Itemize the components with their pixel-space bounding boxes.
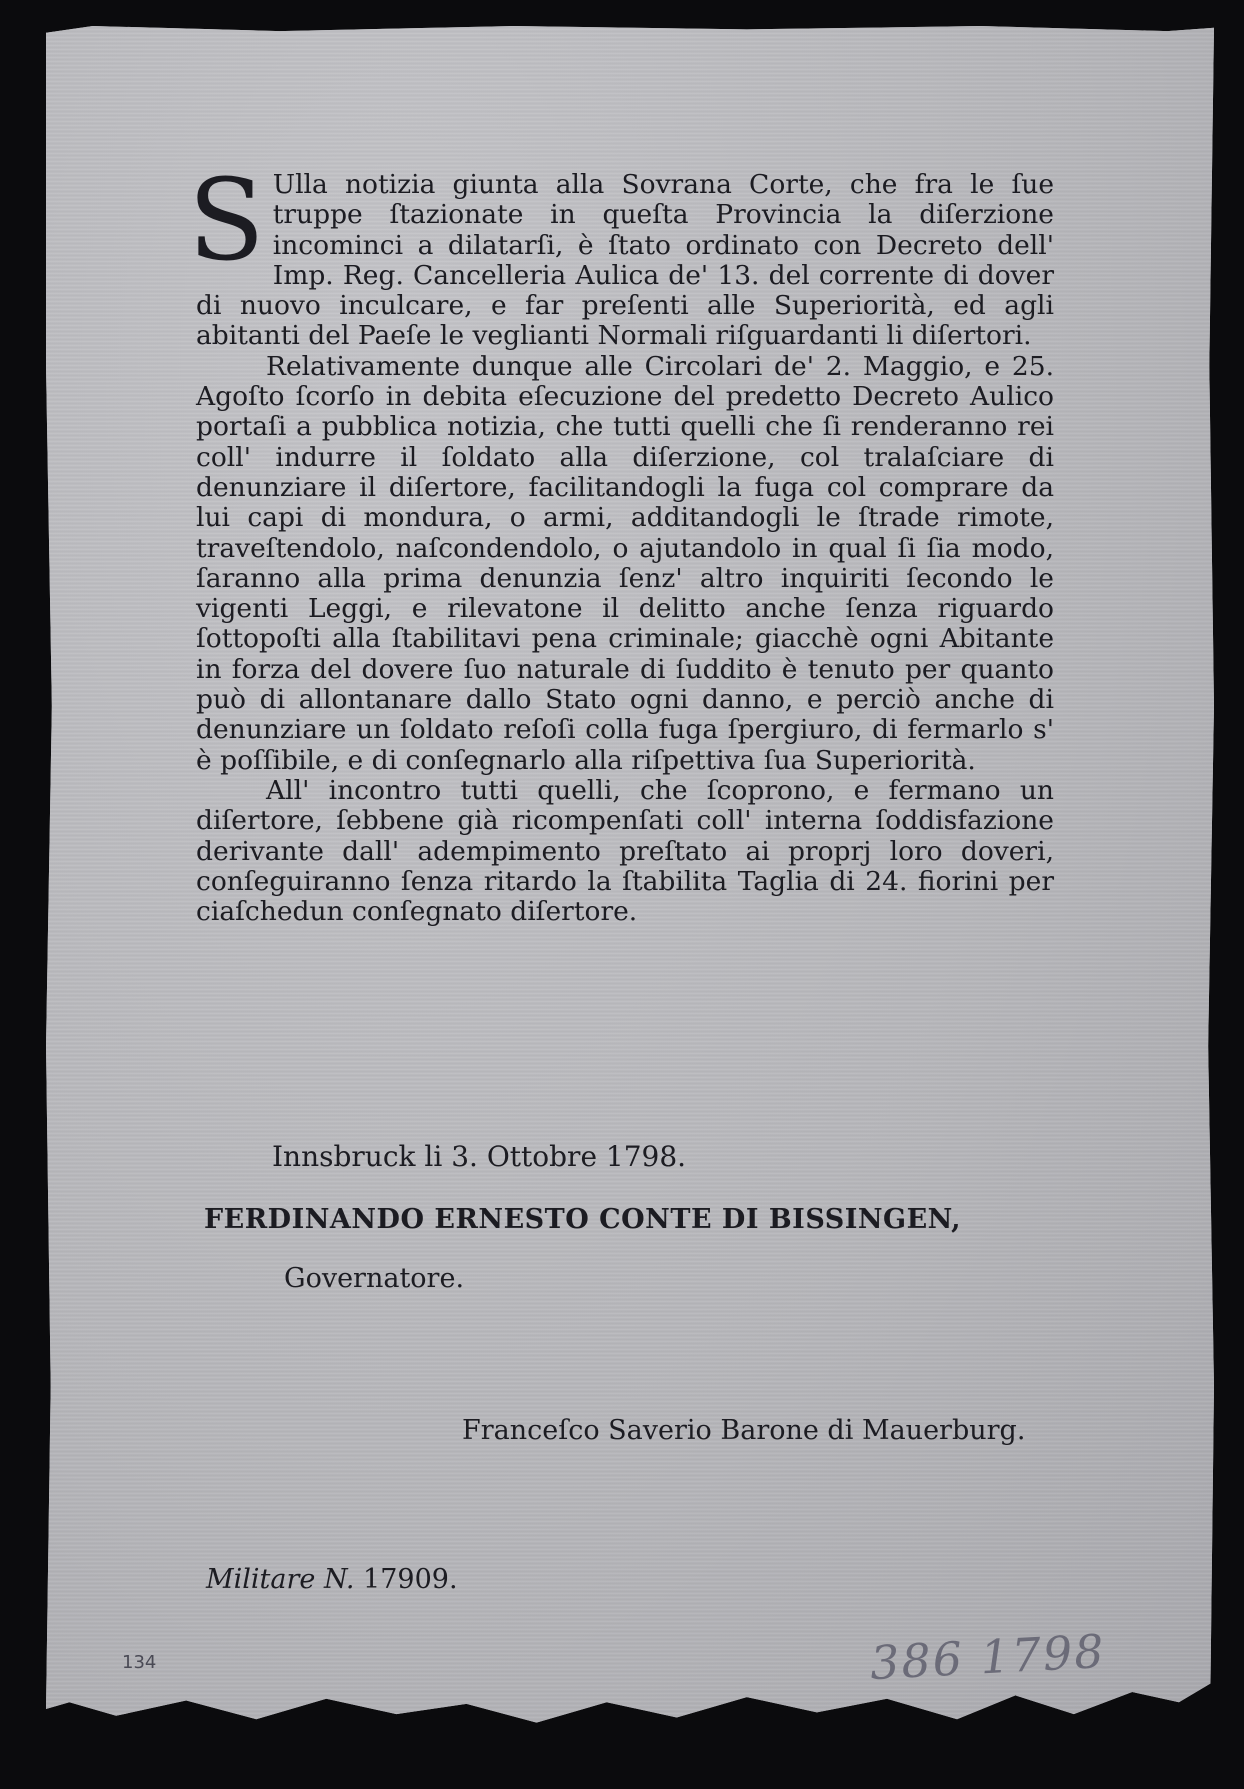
signatory-name: FERDINANDO ERNESTO CONTE DI BISSINGEN,	[204, 1204, 962, 1235]
paragraph-1	[188, 156, 1054, 352]
ordinance-body	[188, 156, 1054, 928]
paragraph-2: Relativamente dunque alle Circolari de' 2. Maggio, e 25. Agoſto ſcorſo in debita eſecuzione del predetto Decreto Aulico portaſi a pubblica notizia, che tutti quelli che ſi renderanno rei coll' indurre il ſoldato alla diſerzione, col tralaſciare di denunziare il diſertore, facilitandogli la fuga col comprare da lui capi di mondura, o armi, additandogli le ſtrade rimote, traveſtendolo, naſcondendolo, o ajutandolo in qual ſi ſia modo, ſaranno alla prima denunzia ſenz' altro inquiriti ſecondo le vigenti Leggi, e rilevatone il delitto anche ſenza riguardo ſottopoſti alla ſtabilitavi pena criminale; giacchè ogni Abitante in forza del dovere ſuo naturale di ſuddito è tenuto per quanto può di allontanare dallo Stato ogni danno, e perciò anche di denunziare un ſoldato reſoſi colla fuga ſpergiuro, di fermarlo s' è poſſibile, e di conſegnarlo alla riſpettiva ſua Superiorità.	[196, 350, 1054, 776]
paragraph-1-text: Ulla notizia giunta alla Sovrana Corte, che fra le ſue truppe ſtazionate in queſta Provincia la diſerzione incominci a dilatarſi, è ſtato ordinato con Decreto dell' Imp. Reg. Cancelleria Aulica de' 13. del corrente di dover di nuovo inculcare, e far preſenti alle Superiorità, ed agli abitanti del Paeſe le veglianti Normali riſguardanti li diſertori.	[196, 169, 1054, 352]
archive-note: 134	[122, 1652, 157, 1673]
countersign-name: Franceſco Saverio Barone di Mauerburg.	[462, 1415, 1026, 1446]
dropcap-letter: S	[188, 156, 265, 286]
registry-number-label: Militare N.	[206, 1564, 355, 1595]
registry-number	[206, 1564, 458, 1595]
handwritten-shelf-mark: 386 1798	[868, 1623, 1107, 1691]
paragraph-3: All' incontro tutti quelli, che ſcoprono, e fermano un diſertore, ſebbene già ricompenſati coll' interna ſoddisfazione derivante dall' adempimento preſtato ai proprj loro doveri, conſeguiranno ſenza ritardo la ſtabilita Taglia di 24. fiorini per ciaſchedun conſegnato diſertore.	[196, 774, 1054, 928]
registry-number-value: 17909.	[363, 1564, 458, 1595]
date-line: Innsbruck li 3. Ottobre 1798.	[272, 1140, 687, 1173]
signatory-role: Governatore.	[284, 1263, 465, 1294]
